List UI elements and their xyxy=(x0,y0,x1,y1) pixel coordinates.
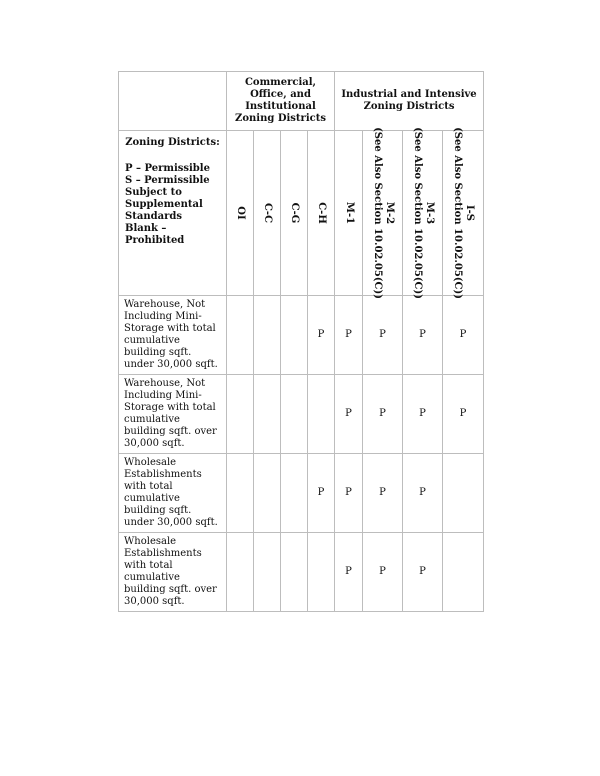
permission-cell: P xyxy=(363,375,403,454)
permission-cell xyxy=(443,454,484,533)
table-row xyxy=(119,296,484,375)
district-header-oi xyxy=(227,131,254,296)
legend-cell xyxy=(119,131,227,296)
group-header-row xyxy=(119,72,484,131)
district-header-i-s xyxy=(443,127,484,299)
commercial-group-header: Commercial, Office, and Institutional Zoning Districts xyxy=(227,72,335,131)
district-code: C-H xyxy=(316,202,327,224)
table-row xyxy=(119,533,484,612)
table-row xyxy=(119,375,484,454)
legend-line: S – Permissible xyxy=(125,175,210,186)
permission-cell xyxy=(254,454,281,533)
permission-cell xyxy=(254,375,281,454)
district-header-c-c xyxy=(254,131,281,296)
district-note: (See Also Section 10.02.05(C)) xyxy=(452,127,464,299)
permission-cell xyxy=(281,454,308,533)
permission-cell xyxy=(254,296,281,375)
district-header-m-3 xyxy=(403,127,443,299)
use-description: Warehouse, Not Including Mini-Storage with total cumulative building sqft. under 30,000 sqft. xyxy=(119,296,227,375)
permission-cell xyxy=(254,533,281,612)
district-code: M-2 xyxy=(383,201,395,225)
legend-line: Standards xyxy=(125,211,182,222)
permission-cell xyxy=(227,375,254,454)
zoning-use-table xyxy=(118,71,484,612)
permission-cell: P xyxy=(335,533,363,612)
district-code: I-S xyxy=(464,204,476,222)
permission-cell xyxy=(281,375,308,454)
permission-cell: P xyxy=(403,533,443,612)
permission-cell: P xyxy=(308,296,335,375)
permission-cell xyxy=(308,533,335,612)
legend-line: Supplemental xyxy=(125,199,203,210)
permission-cell xyxy=(443,533,484,612)
permission-cell: P xyxy=(308,454,335,533)
permission-cell: P xyxy=(335,454,363,533)
permission-cell xyxy=(227,533,254,612)
district-header-c-g xyxy=(281,131,308,296)
legend-line: Blank – Prohibited xyxy=(125,223,185,246)
permission-cell: P xyxy=(363,533,403,612)
permission-cell xyxy=(281,533,308,612)
district-header-m-2 xyxy=(363,127,403,299)
permission-cell: P xyxy=(403,454,443,533)
use-description: Wholesale Establishments with total cumulative building sqft. under 30,000 sqft. xyxy=(119,454,227,533)
permission-cell xyxy=(227,454,254,533)
district-header-m-1 xyxy=(335,131,363,296)
permission-cell: P xyxy=(335,375,363,454)
district-note: (See Also Section 10.02.05(C)) xyxy=(411,127,423,299)
district-code: C-G xyxy=(289,202,300,224)
legend-line: Subject to xyxy=(125,187,182,198)
permission-cell: P xyxy=(363,296,403,375)
legend-title: Zoning Districts: xyxy=(125,137,220,148)
district-code: OI xyxy=(235,206,246,220)
permission-cell: P xyxy=(363,454,403,533)
industrial-group-header: Industrial and Intensive Zoning Districts xyxy=(335,72,484,131)
empty-corner-cell xyxy=(119,72,227,131)
permission-cell xyxy=(281,296,308,375)
permission-cell: P xyxy=(335,296,363,375)
use-description: Wholesale Establishments with total cumulative building sqft. over 30,000 sqft. xyxy=(119,533,227,612)
district-code: M-1 xyxy=(343,201,355,225)
permission-cell: P xyxy=(443,296,484,375)
district-code: C-C xyxy=(262,202,273,224)
legend-line: P – Permissible xyxy=(125,163,210,174)
district-header-row xyxy=(119,131,484,296)
use-description: Warehouse, Not Including Mini-Storage with total cumulative building sqft. over 30,000 sqft. xyxy=(119,375,227,454)
permission-cell xyxy=(308,375,335,454)
permission-cell xyxy=(227,296,254,375)
district-code: M-3 xyxy=(423,201,435,225)
district-note: (See Also Section 10.02.05(C)) xyxy=(371,127,383,299)
permission-cell: P xyxy=(403,375,443,454)
table-row xyxy=(119,454,484,533)
permission-cell: P xyxy=(403,296,443,375)
district-header-c-h xyxy=(308,131,335,296)
permission-cell: P xyxy=(443,375,484,454)
